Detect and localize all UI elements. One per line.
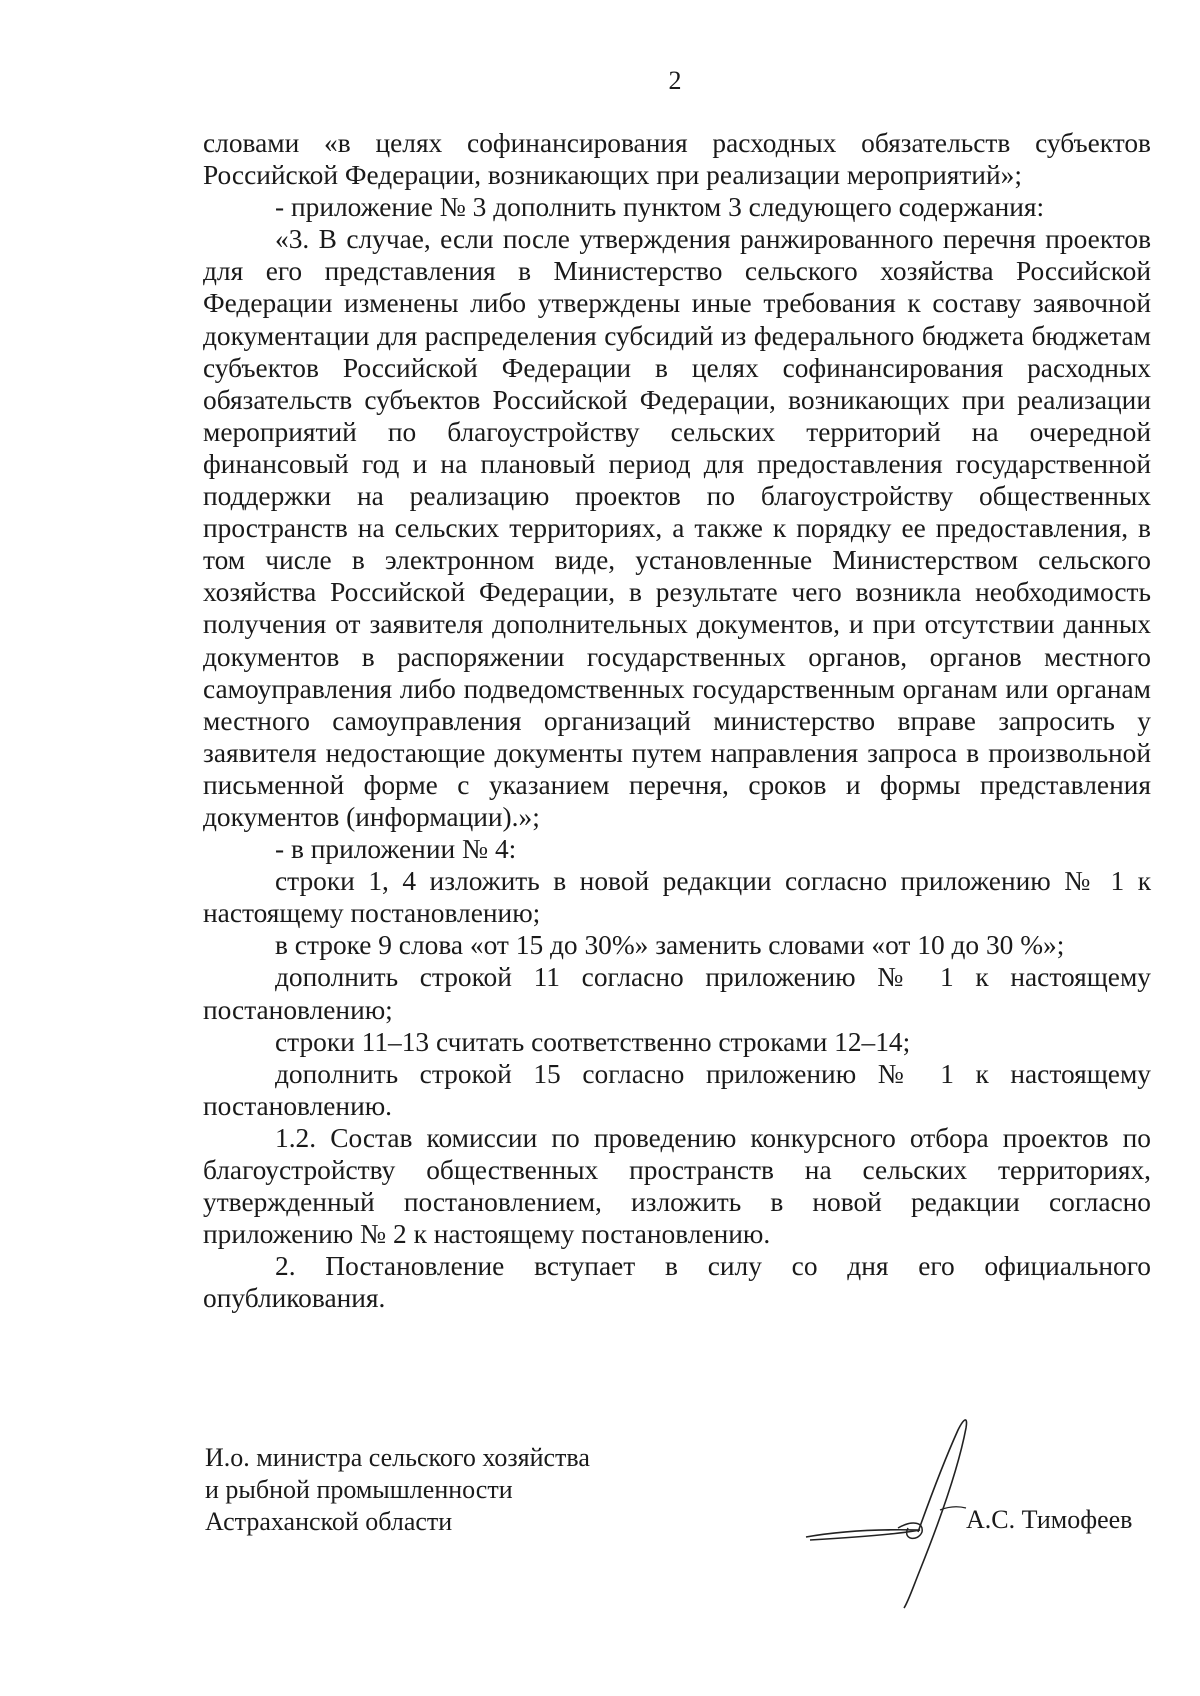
signatory-title xyxy=(205,1442,590,1538)
signatory-title-line: И.о. министра сельского хозяйства xyxy=(205,1443,590,1472)
paragraph: строки 1, 4 изложить в новой редакции согласно приложению № 1 к настоящему постановлению; xyxy=(203,866,1151,929)
paragraph: 1.2. Состав комиссии по проведению конкурсного отбора проектов по благоустройству общественных пространств на сельских территориях, утвержденный постановлением, изложить в новой редакции согласно приложению № 2 к настоящему постановлению. xyxy=(203,1122,1151,1250)
signatory-title-line: и рыбной промышленности xyxy=(205,1475,513,1504)
paragraph: словами «в целях софинансирования расходных обязательств субъектов Российской Федерации, возникающих при реализации мероприятий»; xyxy=(203,128,1151,191)
paragraph: - в приложении № 4: xyxy=(275,834,517,865)
paragraph: в строке 9 слова «от 15 до 30%» заменить словами «от 10 до 30 %»; xyxy=(275,930,1065,961)
paragraph: дополнить строкой 11 согласно приложению № 1 к настоящему постановлению; xyxy=(203,962,1151,1025)
document-body xyxy=(203,127,1151,1314)
signatory-title-line: Астраханской области xyxy=(205,1507,453,1536)
paragraph: «3. В случае, если после утверждения ранжированного перечня проектов для его представления в Министерство сельского хозяйства Российской Федерации изменены либо утверждены иные требования к составу заявочной документации для распределения субсидий из федерального бюджета бюджетам субъектов Российской Федерации в целях софинансирования расходных обязательств субъектов Российской Федерации, возникающих при реализации мероприятий по благоустройству сельских территорий на очередной финансовый год и на плановый период для предоставления государственной поддержки на реализацию проектов по благоустройству общественных пространств на сельских территориях, а также к порядку ее предоставления, в том числе в электронном виде, установленные Министерством сельского хозяйства Российской Федерации, в результате чего возникла необходимость получения от заявителя дополнительных документов, и при отсутствии данных документов в распоряжении государственных органов, органов местного самоуправления либо подведомственных государственным органам или органам местного самоуправления организаций министерство вправе запросить у заявителя недостающие документы путем направления запроса в произвольной письменной форме с указанием перечня, сроков и формы представления документов (информации).»; xyxy=(203,224,1151,832)
page-number: 2 xyxy=(668,66,682,95)
paragraph: дополнить строкой 15 согласно приложению № 1 к настоящему постановлению. xyxy=(203,1058,1151,1121)
paragraph: строки 11–13 считать соответственно строками 12–14; xyxy=(275,1026,911,1057)
paragraph: 2. Постановление вступает в силу со дня его официального опубликования. xyxy=(203,1251,1151,1314)
signatory-name: А.С. Тимофеев xyxy=(966,1505,1133,1534)
paragraph: - приложение № 3 дополнить пунктом 3 следующего содержания: xyxy=(275,192,1045,223)
